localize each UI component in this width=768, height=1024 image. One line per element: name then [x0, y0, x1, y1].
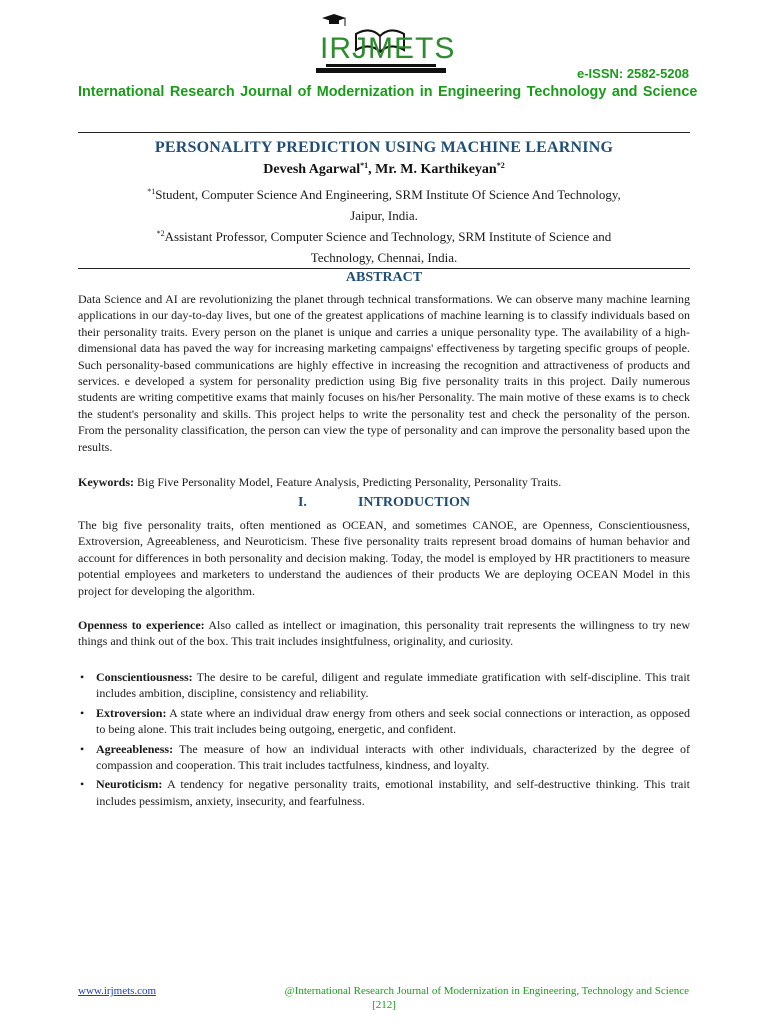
- abstract-body: Data Science and AI are revolutionizing the planet through technical transformations. We can observe many machine learning applications in our day-to-day lives, but one of the greatest applications of machine learning is to classify individuals based on their personality traits. Every person on the planet is unique and carries a unique personality type. The availability of a high- dimensional data has paved the way for increasing marketing campaigns' effectiveness by targeting specific groups of people. Such personality-based communications are highly effective in increasing the recognition and attractiveness of products and services. e developed a system for personality prediction using Big five personality traits in this project. Daily numerous students are writing competitive exams that mainly focuses on his/her Personality. The main motive of these exams is to check the student's personality and skills. This project helps to write the personality test and check the personality of the person. From the personality classification, the person can view the type of personality and can improve the personality based upon the results.: [78, 292, 690, 454]
- introduction-body: The big five personality traits, often mentioned as OCEAN, and sometimes CANOE, are Openness, Conscientiousness, Extroversion, Agreeableness, and Neuroticism. These five personality traits represent broad domains of human behavior and account for differences in both personality and decision making. Today, the model is employed by HR practitioners to measure potential employees and marketers to understand the audiences of their products We are deploying OCEAN Model in this project for developing the algorithm.: [78, 518, 690, 598]
- trait-label: Extroversion:: [96, 705, 167, 720]
- abstract-divider: [78, 268, 690, 269]
- bullet-icon: •: [80, 670, 85, 684]
- header-divider: [78, 132, 690, 133]
- bullet-icon: •: [80, 741, 85, 756]
- trait-text: A state where an individual draw energy from others and seek social connections or interaction, as opposed to being alone. This trait includes being outgoing, energetic, and confident.: [96, 705, 690, 737]
- openness-paragraph: [78, 617, 690, 650]
- section-number: I.: [297, 495, 307, 510]
- list-item: [78, 776, 690, 809]
- authors-line: [78, 162, 690, 178]
- page-number: [212]: [372, 999, 396, 1011]
- list-item: [78, 669, 690, 702]
- bullet-icon: •: [80, 777, 85, 792]
- paper-title: PERSONALITY PREDICTION USING MACHINE LEARNING: [154, 139, 614, 156]
- openness-label: Openness to experience:: [78, 618, 205, 632]
- introduction-heading: [78, 495, 690, 511]
- trait-text: The desire to be careful, diligent and regulate immediate gratification with self-discipline. This trait includes ambition, discipline, consistency and reliability.: [96, 670, 690, 701]
- affiliation-2-line-1: Assistant Professor, Computer Science and Technology, SRM Institute of Science and: [164, 229, 612, 244]
- issn-label: e-ISSN: 2582-5208: [576, 66, 689, 81]
- affiliation-1-sup: *1: [147, 187, 156, 196]
- trait-label: Conscientiousness:: [96, 670, 193, 684]
- list-item: [78, 741, 690, 774]
- affiliation-2-sup: *2: [156, 229, 165, 238]
- traits-list: [78, 669, 690, 812]
- journal-name: International Research Journal of Modernization in Engineering Technology and Science: [78, 84, 698, 100]
- affiliation-1-line-1: Student, Computer Science And Engineering, SRM Institute Of Science And Technology,: [155, 187, 621, 202]
- affiliation-2: [78, 226, 690, 268]
- list-item: [78, 705, 690, 738]
- keywords-text: Big Five Personality Model, Feature Analysis, Predicting Personality, Personality Traits.: [134, 475, 562, 489]
- trait-label: Agreeableness:: [96, 741, 174, 756]
- affiliation-1-line-2: Jaipur, India.: [350, 208, 418, 223]
- trait-label: Neuroticism:: [96, 777, 163, 792]
- openness-text: Also called as intellect or imagination, this personality trait represents the willingness to try new things and think out of the box. This trait includes insightfulness, originality, and curiosity.: [78, 618, 691, 649]
- journal-logo: [312, 14, 456, 76]
- keywords-label: Keywords:: [78, 475, 134, 489]
- website-link[interactable]: www.irjmets.com: [78, 985, 157, 997]
- author-separator: , Mr. M. Karthikeyan: [368, 162, 497, 177]
- trait-text: The measure of how an individual interacts with other individuals, characterized by the degree of compassion and cooperation. This trait includes tactfulness, kindness, and loyalty.: [96, 741, 690, 773]
- logo-text: IRJMETS: [320, 32, 456, 65]
- affiliation-1: [78, 184, 690, 226]
- author-1-sup: *1: [360, 161, 369, 170]
- trait-text: A tendency for negative personality traits, emotional instability, and self-destructive thinking. This trait includes pessimism, anxiety, insecurity, and fearfulness.: [96, 777, 690, 808]
- abstract-heading: ABSTRACT: [345, 270, 423, 285]
- author-1: Devesh Agarwal: [263, 162, 361, 177]
- section-title: INTRODUCTION: [357, 495, 470, 510]
- keywords-line: [78, 474, 690, 490]
- footer-copyright: @International Research Journal of Modernization in Engineering, Technology and Science: [284, 985, 689, 997]
- author-2-sup: *2: [496, 161, 505, 170]
- bullet-icon: •: [80, 705, 85, 720]
- affiliation-2-line-2: Technology, Chennai, India.: [310, 250, 458, 265]
